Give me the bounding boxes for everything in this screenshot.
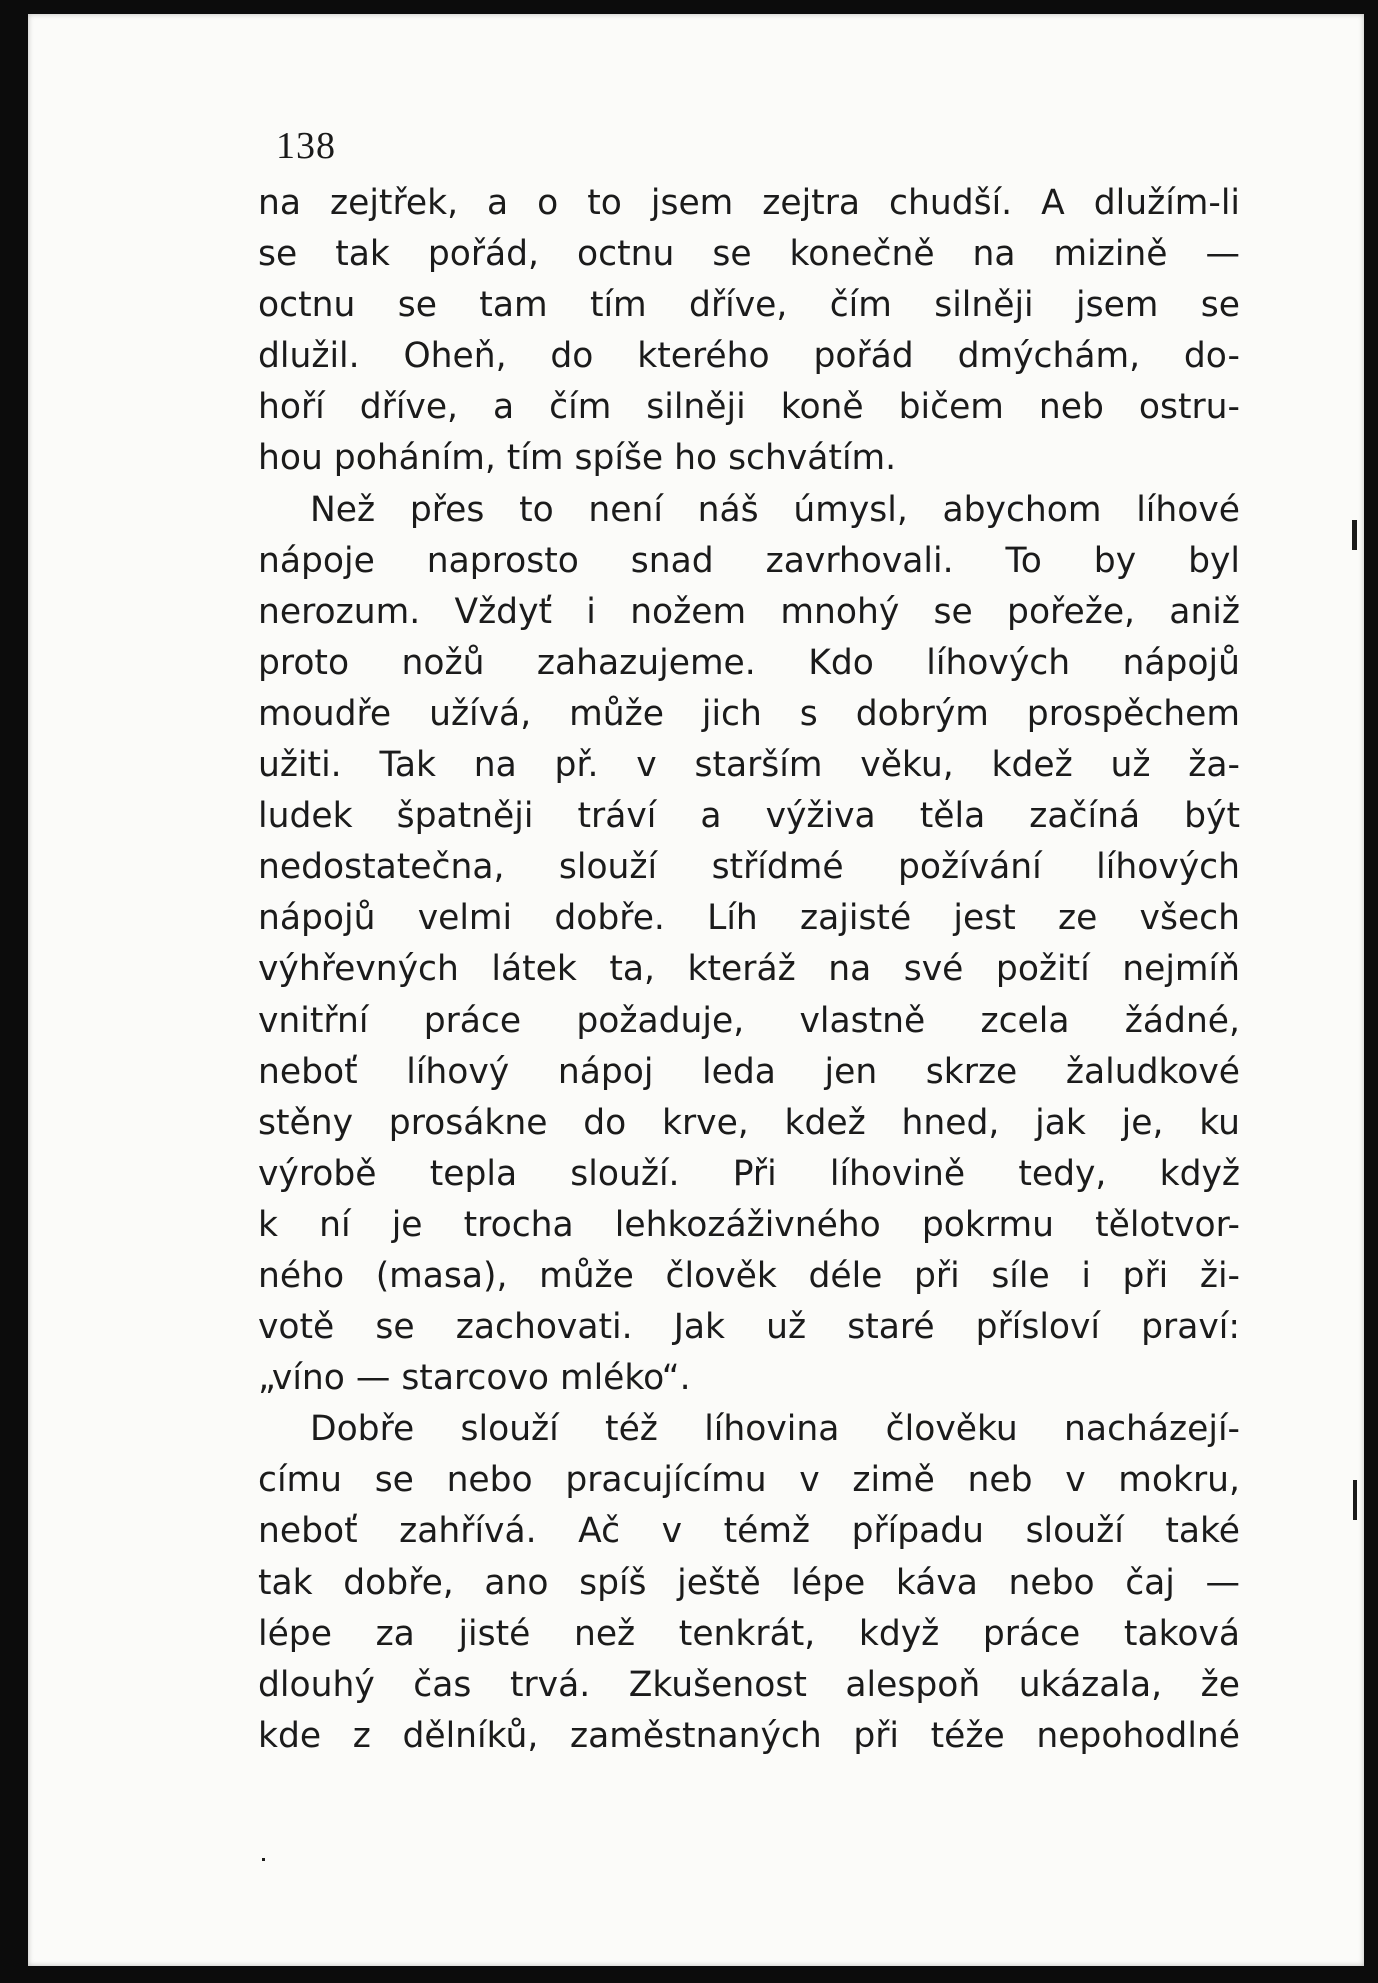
text-line: na zejtřek, a o to jsem zejtra chudší. A dlužím-li [258, 183, 1240, 223]
text-line: neboť zahřívá. Ač v témž případu slouží také [258, 1511, 1240, 1552]
text-line: votě se zachovati. Jak už staré přísloví praví: [258, 1307, 1240, 1348]
text-line: címu se nebo pracujícímu v zimě neb v mokru, [258, 1460, 1240, 1501]
text-line: nedostatečna, slouží střídmé požívání líhových [258, 847, 1240, 888]
text-line: k ní je trocha lehkozáživného pokrmu tělotvor- [258, 1204, 1240, 1245]
paragraph [258, 1404, 1240, 1762]
text-line: vnitřní práce požaduje, vlastně zcela žádné, [258, 1000, 1240, 1041]
text-line: Dobře slouží též líhovina člověku nacházejí- [310, 1409, 1240, 1450]
scan-speck [1353, 1480, 1357, 1520]
text-line: se tak pořád, octnu se konečně na mizině — [258, 234, 1240, 275]
paragraph [258, 178, 1240, 485]
text-line: octnu se tam tím dříve, čím silněji jsem se [258, 285, 1240, 326]
text-line: nápoje naprosto snad zavrhovali. To by byl [258, 540, 1240, 581]
text-line: „víno — starcovo mléko“. [258, 1358, 691, 1399]
text-line: moudře užívá, může jich s dobrým prospěchem [258, 693, 1240, 734]
scan-speck [1352, 520, 1357, 550]
text-line: nerozum. Vždyť i nožem mnohý se pořeže, aniž [258, 591, 1240, 632]
text-line: hoří dříve, a čím silněji koně bičem neb ostru- [258, 387, 1240, 428]
text-line: výrobě tepla slouží. Při líhovině tedy, když [258, 1153, 1240, 1194]
text-line: hou poháním, tím spíše ho schvátím. [258, 438, 897, 479]
text-line: Než přes to není náš úmysl, abychom líhové [310, 489, 1240, 530]
text-line: ludek špatněji tráví a výživa těla začíná být [258, 796, 1240, 837]
text-line: výhřevných látek ta, kteráž na své požití nejmíň [258, 949, 1240, 990]
text-line: tak dobře, ano spíš ještě lépe káva nebo čaj — [258, 1562, 1240, 1603]
text-line: proto nožů zahazujeme. Kdo líhových nápojů [258, 642, 1240, 683]
paragraph [258, 485, 1240, 1405]
text-line: neboť líhový nápoj leda jen skrze žaludkové [258, 1051, 1240, 1092]
text-line: nápojů velmi dobře. Líh zajisté jest ze všech [258, 898, 1240, 939]
text-line: lépe za jisté než tenkrát, když práce taková [258, 1613, 1240, 1654]
text-line: užiti. Tak na př. v starším věku, kdež už ža- [258, 745, 1240, 786]
page-number: 138 [276, 125, 336, 167]
text-line: kde z dělníků, zaměstnaných při téže nepohodlné [258, 1715, 1240, 1756]
body-text [258, 178, 1240, 1762]
scan-speck [262, 1858, 265, 1861]
text-line: dlužil. Oheň, do kterého pořád dmýchám, do- [258, 336, 1240, 377]
text-line: ného (masa), může člověk déle při síle i při ži- [258, 1255, 1240, 1296]
text-line: dlouhý čas trvá. Zkušenost alespoň ukázala, že [258, 1664, 1240, 1705]
text-line: stěny prosákne do krve, kdež hned, jak je, ku [258, 1102, 1240, 1143]
